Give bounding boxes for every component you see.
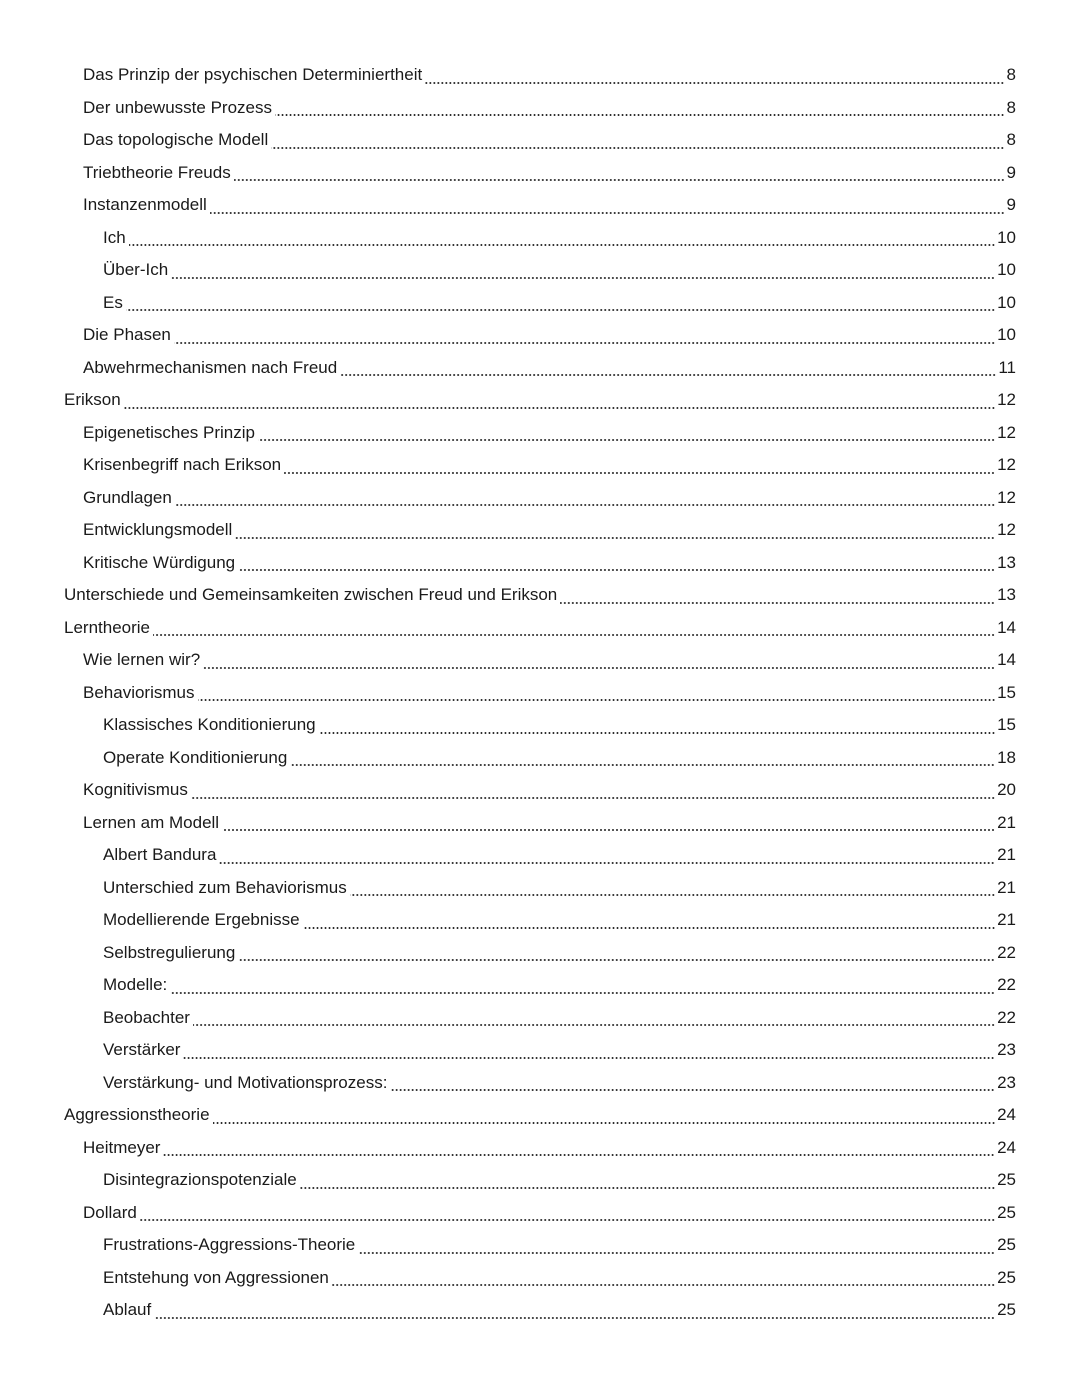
toc-entry-page-number: 22 bbox=[997, 942, 1016, 962]
toc-entry[interactable] bbox=[0, 742, 1080, 775]
toc-entry[interactable] bbox=[0, 807, 1080, 840]
toc-entry-page-number: 21 bbox=[997, 910, 1016, 930]
toc-entry[interactable] bbox=[0, 319, 1080, 352]
dot-leader bbox=[560, 602, 995, 604]
toc-entry[interactable] bbox=[0, 612, 1080, 645]
toc-entry-title: Unterschied zum Behaviorismus bbox=[103, 877, 347, 897]
toc-entry-title: Modellierende Ergebnisse bbox=[103, 910, 300, 930]
toc-entry[interactable] bbox=[0, 644, 1080, 677]
toc-entry-page-number: 10 bbox=[997, 260, 1016, 280]
toc-entry-title: Entwicklungsmodell bbox=[83, 520, 233, 540]
toc-entry-page-number: 24 bbox=[997, 1137, 1016, 1157]
toc-entry-title: Es bbox=[103, 292, 123, 312]
dot-leader bbox=[284, 472, 995, 474]
dot-leader bbox=[203, 667, 995, 669]
dot-leader bbox=[174, 342, 995, 344]
toc-entry-page-number: 10 bbox=[997, 292, 1016, 312]
table-of-contents bbox=[0, 59, 1080, 1327]
toc-entry-title: Albert Bandura bbox=[103, 845, 217, 865]
toc-entry[interactable] bbox=[0, 1132, 1080, 1165]
toc-entry-page-number: 10 bbox=[997, 227, 1016, 247]
toc-entry-title: Modelle: bbox=[103, 975, 168, 995]
toc-entry-page-number: 23 bbox=[997, 1040, 1016, 1060]
toc-entry-page-number: 10 bbox=[997, 325, 1016, 345]
toc-entry[interactable] bbox=[0, 1099, 1080, 1132]
dot-leader bbox=[222, 829, 995, 831]
toc-entry[interactable] bbox=[0, 189, 1080, 222]
toc-entry-page-number: 12 bbox=[997, 455, 1016, 475]
toc-entry[interactable] bbox=[0, 839, 1080, 872]
toc-entry-title: Dollard bbox=[83, 1202, 137, 1222]
toc-entry-title: Grundlagen bbox=[83, 487, 172, 507]
toc-entry-title: Selbstregulierung bbox=[103, 942, 236, 962]
toc-entry[interactable] bbox=[0, 872, 1080, 905]
toc-entry-title: Kognitivismus bbox=[83, 780, 188, 800]
dot-leader bbox=[332, 1284, 995, 1286]
dot-leader bbox=[390, 1089, 995, 1091]
toc-entry[interactable] bbox=[0, 352, 1080, 385]
toc-entry-page-number: 25 bbox=[997, 1235, 1016, 1255]
toc-entry-page-number: 25 bbox=[997, 1300, 1016, 1320]
dot-leader bbox=[126, 309, 995, 311]
toc-entry-title: Über-Ich bbox=[103, 260, 169, 280]
toc-entry-page-number: 8 bbox=[1006, 130, 1016, 150]
toc-entry-title: Kritische Würdigung bbox=[83, 552, 236, 572]
toc-entry-title: Heitmeyer bbox=[83, 1137, 161, 1157]
dot-leader bbox=[358, 1252, 995, 1254]
dot-leader bbox=[238, 569, 995, 571]
toc-entry[interactable] bbox=[0, 1002, 1080, 1035]
dot-leader bbox=[275, 114, 1005, 116]
toc-entry[interactable] bbox=[0, 449, 1080, 482]
toc-entry-page-number: 12 bbox=[997, 422, 1016, 442]
toc-entry-title: Operate Konditionierung bbox=[103, 747, 288, 767]
toc-entry[interactable] bbox=[0, 157, 1080, 190]
toc-entry-page-number: 13 bbox=[997, 552, 1016, 572]
toc-entry-title: Triebtheorie Freuds bbox=[83, 162, 231, 182]
toc-entry-page-number: 21 bbox=[997, 812, 1016, 832]
toc-entry-title: Epigenetisches Prinzip bbox=[83, 422, 255, 442]
dot-leader bbox=[238, 959, 995, 961]
toc-entry-page-number: 21 bbox=[997, 845, 1016, 865]
toc-entry-title: Das Prinzip der psychischen Determiniertheit bbox=[83, 65, 423, 85]
toc-entry[interactable] bbox=[0, 579, 1080, 612]
toc-entry[interactable] bbox=[0, 384, 1080, 417]
toc-entry-title: Klassisches Konditionierung bbox=[103, 715, 316, 735]
toc-entry[interactable] bbox=[0, 969, 1080, 1002]
toc-entry-page-number: 25 bbox=[997, 1170, 1016, 1190]
dot-leader bbox=[319, 732, 995, 734]
toc-entry-page-number: 25 bbox=[997, 1202, 1016, 1222]
toc-entry-title: Lernen am Modell bbox=[83, 812, 220, 832]
toc-entry[interactable] bbox=[0, 1262, 1080, 1295]
dot-leader bbox=[425, 82, 1004, 84]
dot-leader bbox=[171, 277, 995, 279]
toc-entry-title: Unterschiede und Gemeinsamkeiten zwischen Freud und Erikson bbox=[64, 585, 558, 605]
toc-entry[interactable] bbox=[0, 59, 1080, 92]
toc-entry-title: Der unbewusste Prozess bbox=[83, 97, 272, 117]
dot-leader bbox=[175, 504, 995, 506]
toc-entry-title: Verstärker bbox=[103, 1040, 181, 1060]
toc-entry-page-number: 25 bbox=[997, 1267, 1016, 1287]
dot-leader bbox=[170, 992, 995, 994]
toc-entry[interactable] bbox=[0, 1294, 1080, 1327]
toc-entry[interactable] bbox=[0, 1229, 1080, 1262]
toc-entry-title: Aggressionstheorie bbox=[64, 1105, 210, 1125]
toc-entry-page-number: 8 bbox=[1006, 65, 1016, 85]
dot-leader bbox=[210, 212, 1005, 214]
dot-leader bbox=[300, 1187, 995, 1189]
toc-entry[interactable] bbox=[0, 482, 1080, 515]
dot-leader bbox=[234, 179, 1005, 181]
toc-entry-page-number: 22 bbox=[997, 1007, 1016, 1027]
toc-entry-page-number: 12 bbox=[997, 520, 1016, 540]
toc-entry[interactable] bbox=[0, 1164, 1080, 1197]
dot-leader bbox=[124, 407, 995, 409]
toc-entry-title: Behaviorismus bbox=[83, 682, 195, 702]
toc-entry-page-number: 18 bbox=[997, 747, 1016, 767]
dot-leader bbox=[340, 374, 996, 376]
dot-leader bbox=[154, 1317, 995, 1319]
toc-entry[interactable] bbox=[0, 287, 1080, 320]
toc-entry[interactable] bbox=[0, 124, 1080, 157]
toc-entry[interactable] bbox=[0, 774, 1080, 807]
dot-leader bbox=[235, 537, 995, 539]
toc-entry-page-number: 15 bbox=[997, 682, 1016, 702]
toc-entry-title: Entstehung von Aggressionen bbox=[103, 1267, 329, 1287]
toc-entry-page-number: 11 bbox=[998, 357, 1016, 377]
toc-entry[interactable] bbox=[0, 222, 1080, 255]
toc-entry-page-number: 20 bbox=[997, 780, 1016, 800]
dot-leader bbox=[303, 927, 996, 929]
toc-entry-page-number: 21 bbox=[997, 877, 1016, 897]
toc-entry-page-number: 9 bbox=[1006, 162, 1016, 182]
toc-entry-title: Disintegrazionspotenziale bbox=[103, 1170, 297, 1190]
dot-leader bbox=[191, 797, 995, 799]
dot-leader bbox=[271, 147, 1004, 149]
dot-leader bbox=[198, 699, 996, 701]
toc-entry-title: Verstärkung- und Motivationsprozess: bbox=[103, 1072, 388, 1092]
toc-entry-page-number: 12 bbox=[997, 390, 1016, 410]
toc-entry[interactable] bbox=[0, 547, 1080, 580]
toc-entry-page-number: 13 bbox=[997, 585, 1016, 605]
toc-entry-page-number: 14 bbox=[997, 650, 1016, 670]
toc-entry-title: Frustrations-Aggressions-Theorie bbox=[103, 1235, 356, 1255]
toc-entry-title: Abwehrmechanismen nach Freud bbox=[83, 357, 338, 377]
toc-entry[interactable] bbox=[0, 677, 1080, 710]
toc-entry-title: Ich bbox=[103, 227, 126, 247]
toc-entry[interactable] bbox=[0, 937, 1080, 970]
dot-leader bbox=[193, 1024, 995, 1026]
dot-leader bbox=[350, 894, 995, 896]
toc-entry-title: Beobachter bbox=[103, 1007, 190, 1027]
toc-entry-page-number: 9 bbox=[1006, 195, 1016, 215]
dot-leader bbox=[258, 439, 995, 441]
dot-leader bbox=[140, 1219, 995, 1221]
toc-entry-page-number: 12 bbox=[997, 487, 1016, 507]
toc-entry-page-number: 24 bbox=[997, 1105, 1016, 1125]
toc-entry[interactable] bbox=[0, 1197, 1080, 1230]
dot-leader bbox=[153, 634, 995, 636]
dot-leader bbox=[213, 1122, 996, 1124]
toc-entry-title: Wie lernen wir? bbox=[83, 650, 201, 670]
toc-entry-page-number: 22 bbox=[997, 975, 1016, 995]
toc-entry-title: Lerntheorie bbox=[64, 617, 151, 637]
dot-leader bbox=[129, 244, 995, 246]
toc-entry-title: Die Phasen bbox=[83, 325, 171, 345]
toc-entry-page-number: 23 bbox=[997, 1072, 1016, 1092]
toc-entry[interactable] bbox=[0, 1034, 1080, 1067]
dot-leader bbox=[219, 862, 995, 864]
toc-entry[interactable] bbox=[0, 1067, 1080, 1100]
toc-entry-title: Instanzenmodell bbox=[83, 195, 207, 215]
toc-entry[interactable] bbox=[0, 514, 1080, 547]
toc-entry-page-number: 15 bbox=[997, 715, 1016, 735]
toc-entry[interactable] bbox=[0, 92, 1080, 125]
toc-entry-title: Ablauf bbox=[103, 1300, 152, 1320]
toc-entry-page-number: 8 bbox=[1006, 97, 1016, 117]
toc-entry[interactable] bbox=[0, 254, 1080, 287]
toc-entry-title: Erikson bbox=[64, 390, 121, 410]
toc-entry[interactable] bbox=[0, 417, 1080, 450]
toc-entry[interactable] bbox=[0, 709, 1080, 742]
dot-leader bbox=[163, 1154, 995, 1156]
toc-entry-page-number: 14 bbox=[997, 617, 1016, 637]
toc-entry-title: Krisenbegriff nach Erikson bbox=[83, 455, 282, 475]
dot-leader bbox=[183, 1057, 995, 1059]
toc-entry-title: Das topologische Modell bbox=[83, 130, 269, 150]
dot-leader bbox=[290, 764, 995, 766]
toc-entry[interactable] bbox=[0, 904, 1080, 937]
